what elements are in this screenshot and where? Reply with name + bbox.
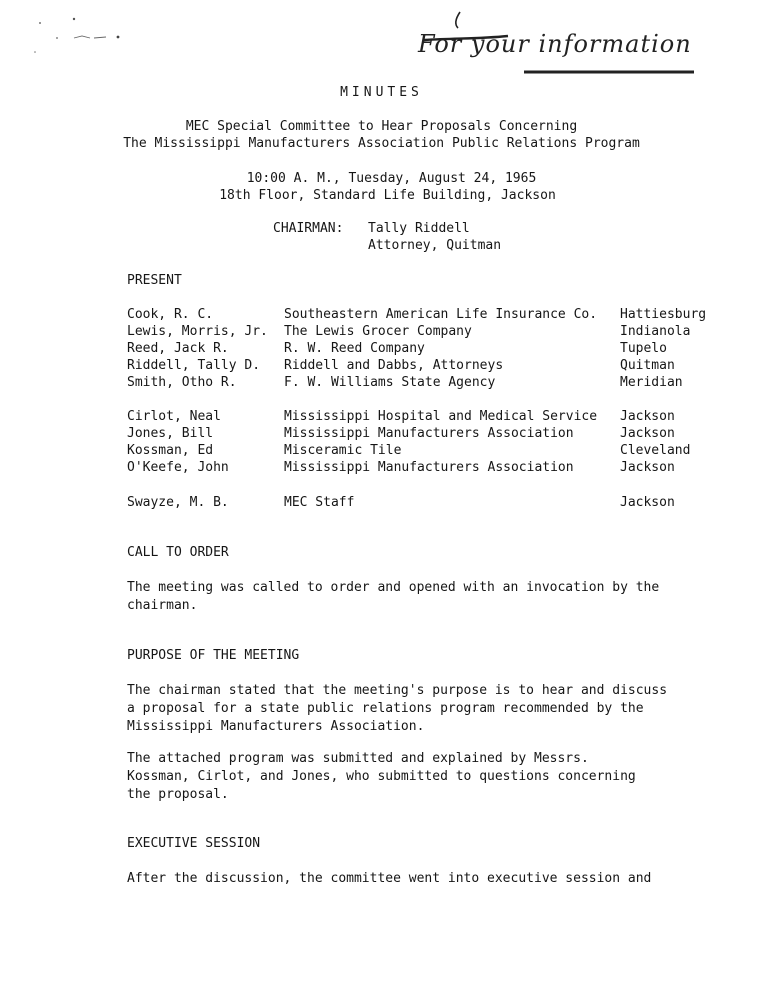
attendee-city: Jackson: [620, 495, 675, 510]
text-line: chairman.: [127, 598, 198, 613]
attendee-city: Tupelo: [620, 341, 667, 356]
attendee-org: R. W. Reed Company: [284, 341, 425, 356]
attendee-name: Jones, Bill: [127, 426, 214, 441]
executive-session-text: [127, 870, 667, 888]
attendee-name: Riddell, Tally D.: [127, 358, 261, 373]
attendee-name: Smith, Otho R.: [127, 375, 237, 390]
scan-specks: [28, 10, 138, 60]
attendee-city: Quitman: [620, 358, 675, 373]
attendee-org: Mississippi Hospital and Medical Service: [284, 409, 598, 424]
text-line: The chairman stated that the meeting's purpose is to hear and discuss: [127, 683, 668, 698]
attendee-org: MEC Staff: [284, 495, 355, 510]
document-title: MINUTES: [340, 85, 423, 100]
attendee-name: Kossman, Ed: [127, 443, 214, 458]
text-line: Mississippi Manufacturers Association.: [127, 719, 425, 734]
attendee-row: [0, 307, 763, 324]
attendee-name: Lewis, Morris, Jr.: [127, 324, 268, 339]
attendee-city: Jackson: [620, 409, 675, 424]
chairman-title: Attorney, Quitman: [368, 238, 502, 253]
attendee-city: Cleveland: [620, 443, 691, 458]
attendee-row: [0, 443, 763, 460]
purpose-paragraph-2: [127, 750, 667, 804]
attendee-row: [0, 375, 763, 392]
attendee-name: Cook, R. C.: [127, 307, 214, 322]
committee-line-2: The Mississippi Manufacturers Association Public Relations Program: [123, 136, 640, 151]
attendee-row: [0, 324, 763, 341]
attendee-org: F. W. Williams State Agency: [284, 375, 496, 390]
attendee-org: The Lewis Grocer Company: [284, 324, 472, 339]
present-heading: PRESENT: [127, 273, 182, 288]
text-line: The attached program was submitted and explained by Messrs.: [127, 751, 589, 766]
text-line: After the discussion, the committee went into executive session and: [127, 871, 652, 886]
chairman-name: Tally Riddell: [368, 221, 470, 236]
attendee-org: Southeastern American Life Insurance Co.: [284, 307, 598, 322]
text-line: a proposal for a state public relations program recommended by the: [127, 701, 644, 716]
text-line: the proposal.: [127, 787, 229, 802]
attendee-city: Jackson: [620, 426, 675, 441]
meeting-datetime: 10:00 A. M., Tuesday, August 24, 1965: [246, 171, 537, 186]
attendee-row: [0, 341, 763, 358]
attendee-org: Misceramic Tile: [284, 443, 402, 458]
text-line: Kossman, Cirlot, and Jones, who submitted to questions concerning: [127, 769, 636, 784]
handwritten-annotation: [418, 8, 758, 88]
attendee-name: O'Keefe, John: [127, 460, 229, 475]
purpose-heading: PURPOSE OF THE MEETING: [127, 648, 300, 663]
text-line: The meeting was called to order and opened with an invocation by the: [127, 580, 660, 595]
attendee-org: Riddell and Dabbs, Attorneys: [284, 358, 504, 373]
purpose-paragraph-1: [127, 682, 667, 736]
committee-line-1: MEC Special Committee to Hear Proposals Concerning: [185, 119, 578, 134]
attendee-city: Meridian: [620, 375, 683, 390]
attendee-name: Swayze, M. B.: [127, 495, 229, 510]
attendee-city: Indianola: [620, 324, 691, 339]
attendee-row: [0, 495, 763, 512]
attendee-row: [0, 409, 763, 426]
executive-session-heading: EXECUTIVE SESSION: [127, 836, 261, 851]
attendee-row: [0, 460, 763, 477]
attendee-org: Mississippi Manufacturers Association: [284, 460, 574, 475]
chairman-label: CHAIRMAN:: [273, 221, 344, 236]
attendee-row: [0, 426, 763, 443]
attendee-name: Reed, Jack R.: [127, 341, 229, 356]
attendee-row: [0, 358, 763, 375]
attendee-name: Cirlot, Neal: [127, 409, 221, 424]
call-to-order-heading: CALL TO ORDER: [127, 545, 229, 560]
call-to-order-text: [127, 579, 667, 615]
attendee-city: Jackson: [620, 460, 675, 475]
attendee-city: Hattiesburg: [620, 307, 707, 322]
meeting-location: 18th Floor, Standard Life Building, Jackson: [219, 188, 556, 203]
attendee-org: Mississippi Manufacturers Association: [284, 426, 574, 441]
handwritten-note: For your information: [418, 30, 692, 58]
